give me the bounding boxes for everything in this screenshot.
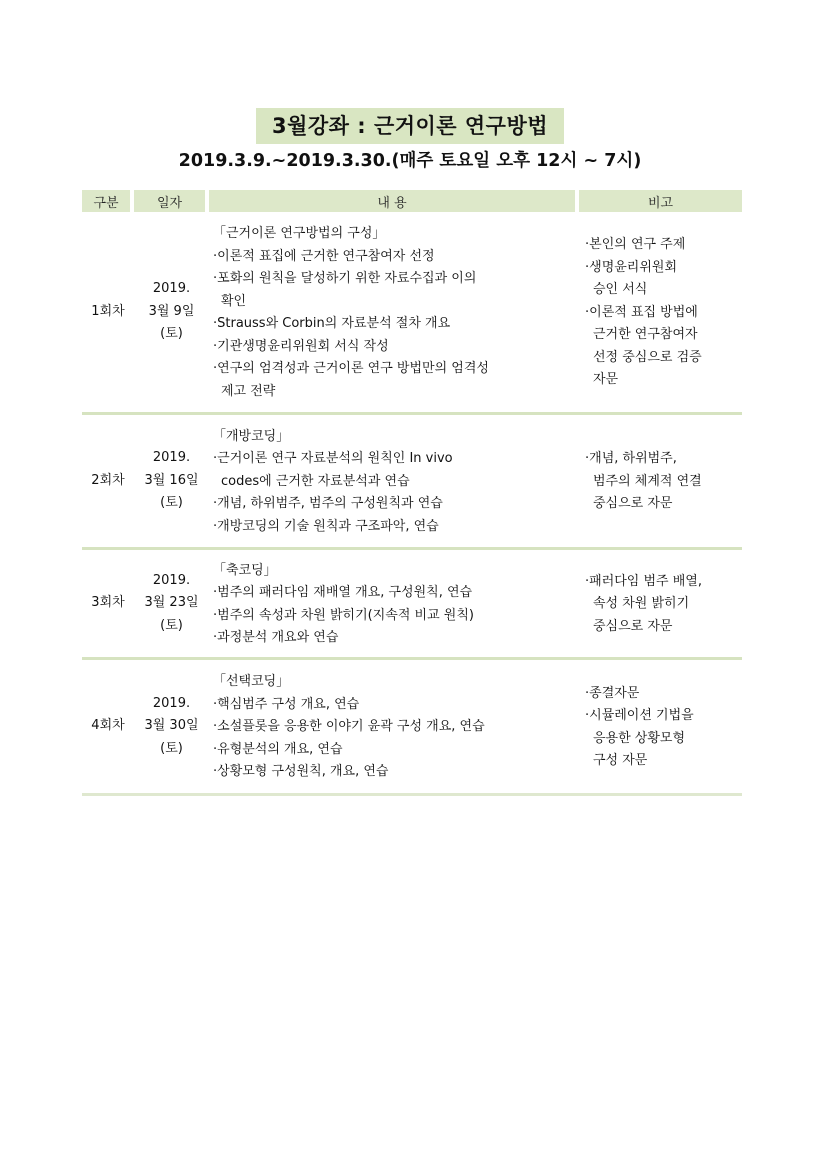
note-line: 승인 서식 <box>593 282 648 298</box>
date-weekday: (토) <box>160 326 183 342</box>
date-day: 3월 16일 <box>144 472 199 488</box>
content-line: ·이론적 표집에 근거한 연구참여자 선정 <box>213 248 435 264</box>
note-line: ·패러다임 범주 배열, <box>585 573 702 589</box>
note-line: 근거한 연구참여자 <box>593 327 698 343</box>
content-line: ·기관생명윤리위원회 서식 작성 <box>213 338 389 354</box>
section-title: 「근거이론 연구방법의 구성」 <box>213 226 386 241</box>
table-header-row <box>82 190 742 212</box>
header-note: 비고 <box>579 190 742 212</box>
content-cell <box>209 415 579 550</box>
note-line: 구성 자문 <box>593 753 648 768</box>
section-title: 「개방코딩」 <box>213 428 290 444</box>
date-cell <box>134 415 209 550</box>
date-year: 2019. <box>152 572 191 588</box>
note-cell <box>579 550 742 660</box>
page-title: 3월강좌 : 근거이론 연구방법 <box>256 108 564 144</box>
content-line: ·개념, 하위범주, 범주의 구성원칙과 연습 <box>213 496 443 512</box>
content-line: ·유형분석의 개요, 연습 <box>213 741 343 757</box>
date-day: 3월 9일 <box>148 303 195 319</box>
session-cell: 4회차 <box>82 660 134 796</box>
content-cell <box>209 550 579 660</box>
content-line: ·과정분석 개요와 연습 <box>213 630 339 645</box>
note-line: 자문 <box>593 372 619 388</box>
content-line: codes에 근거한 자료분석과 연습 <box>221 473 410 489</box>
date-weekday: (토) <box>160 617 183 633</box>
table-row <box>82 660 742 796</box>
date-cell <box>134 212 209 415</box>
date-cell <box>134 660 209 796</box>
header-content: 내 용 <box>209 190 579 212</box>
note-line: ·종결자문 <box>585 685 640 701</box>
note-line: ·시뮬레이션 기법을 <box>585 708 694 723</box>
content-line: ·핵심범주 구성 개요, 연습 <box>213 696 360 712</box>
date-cell <box>134 550 209 660</box>
note-line: ·생명윤리위원회 <box>585 259 678 275</box>
content-line: ·범주의 패러다임 재배열 개요, 구성원칙, 연습 <box>213 585 473 600</box>
session-cell: 2회차 <box>82 415 134 550</box>
date-weekday: (토) <box>160 495 183 511</box>
schedule-table <box>82 190 742 796</box>
table-row <box>82 415 742 550</box>
section-title: 「축코딩」 <box>213 562 277 578</box>
note-line: 속성 차원 밝히기 <box>593 596 690 612</box>
content-line: ·개방코딩의 기술 원칙과 구조파악, 연습 <box>213 518 439 534</box>
header-session: 구분 <box>82 190 134 212</box>
content-line: ·상황모형 구성원칙, 개요, 연습 <box>213 764 389 780</box>
table-row <box>82 212 742 415</box>
note-line: 중심으로 자문 <box>593 618 673 634</box>
note-line: ·개념, 하위범주, <box>585 451 677 467</box>
date-year: 2019. <box>152 450 191 466</box>
note-line: 중심으로 자문 <box>593 496 673 512</box>
note-line: 선정 중심으로 검증 <box>593 349 702 365</box>
note-line: 범주의 체계적 연결 <box>593 473 702 489</box>
date-day: 3월 23일 <box>144 595 199 611</box>
date-year: 2019. <box>152 281 191 297</box>
date-day: 3월 30일 <box>144 718 199 734</box>
note-line: ·본인의 연구 주제 <box>585 237 686 253</box>
section-title: 「선택코딩」 <box>213 674 290 690</box>
date-year: 2019. <box>152 695 191 711</box>
content-line: ·범주의 속성과 차원 밝히기(지속적 비교 원칙) <box>213 607 474 623</box>
content-line: ·연구의 엄격성과 근거이론 연구 방법만의 엄격성 <box>213 361 489 376</box>
note-line: ·이론적 표집 방법에 <box>585 304 698 320</box>
date-weekday: (토) <box>160 740 183 756</box>
content-line: 확인 <box>221 293 247 309</box>
note-line: 응용한 상황모형 <box>593 730 686 746</box>
content-line: ·Strauss와 Corbin의 자료분석 절차 개요 <box>213 316 451 331</box>
content-line: 제고 전략 <box>221 383 276 399</box>
content-cell <box>209 660 579 796</box>
content-line: ·근거이론 연구 자료분석의 원칙인 In vivo <box>213 451 453 467</box>
content-line: ·포화의 원칙을 달성하기 위한 자료수집과 이의 <box>213 271 477 286</box>
session-cell: 3회차 <box>82 550 134 660</box>
content-cell <box>209 212 579 415</box>
page-subtitle: 2019.3.9.~2019.3.30.(매주 토요일 오후 12시 ~ 7시) <box>178 151 642 171</box>
content-line: ·소설플롯을 응용한 이야기 윤곽 구성 개요, 연습 <box>213 719 485 735</box>
table-row <box>82 550 742 660</box>
note-cell <box>579 212 742 415</box>
session-cell: 1회차 <box>82 212 134 415</box>
title-wrap <box>0 108 820 144</box>
note-cell <box>579 415 742 550</box>
note-cell <box>579 660 742 796</box>
header-date: 일자 <box>134 190 209 212</box>
